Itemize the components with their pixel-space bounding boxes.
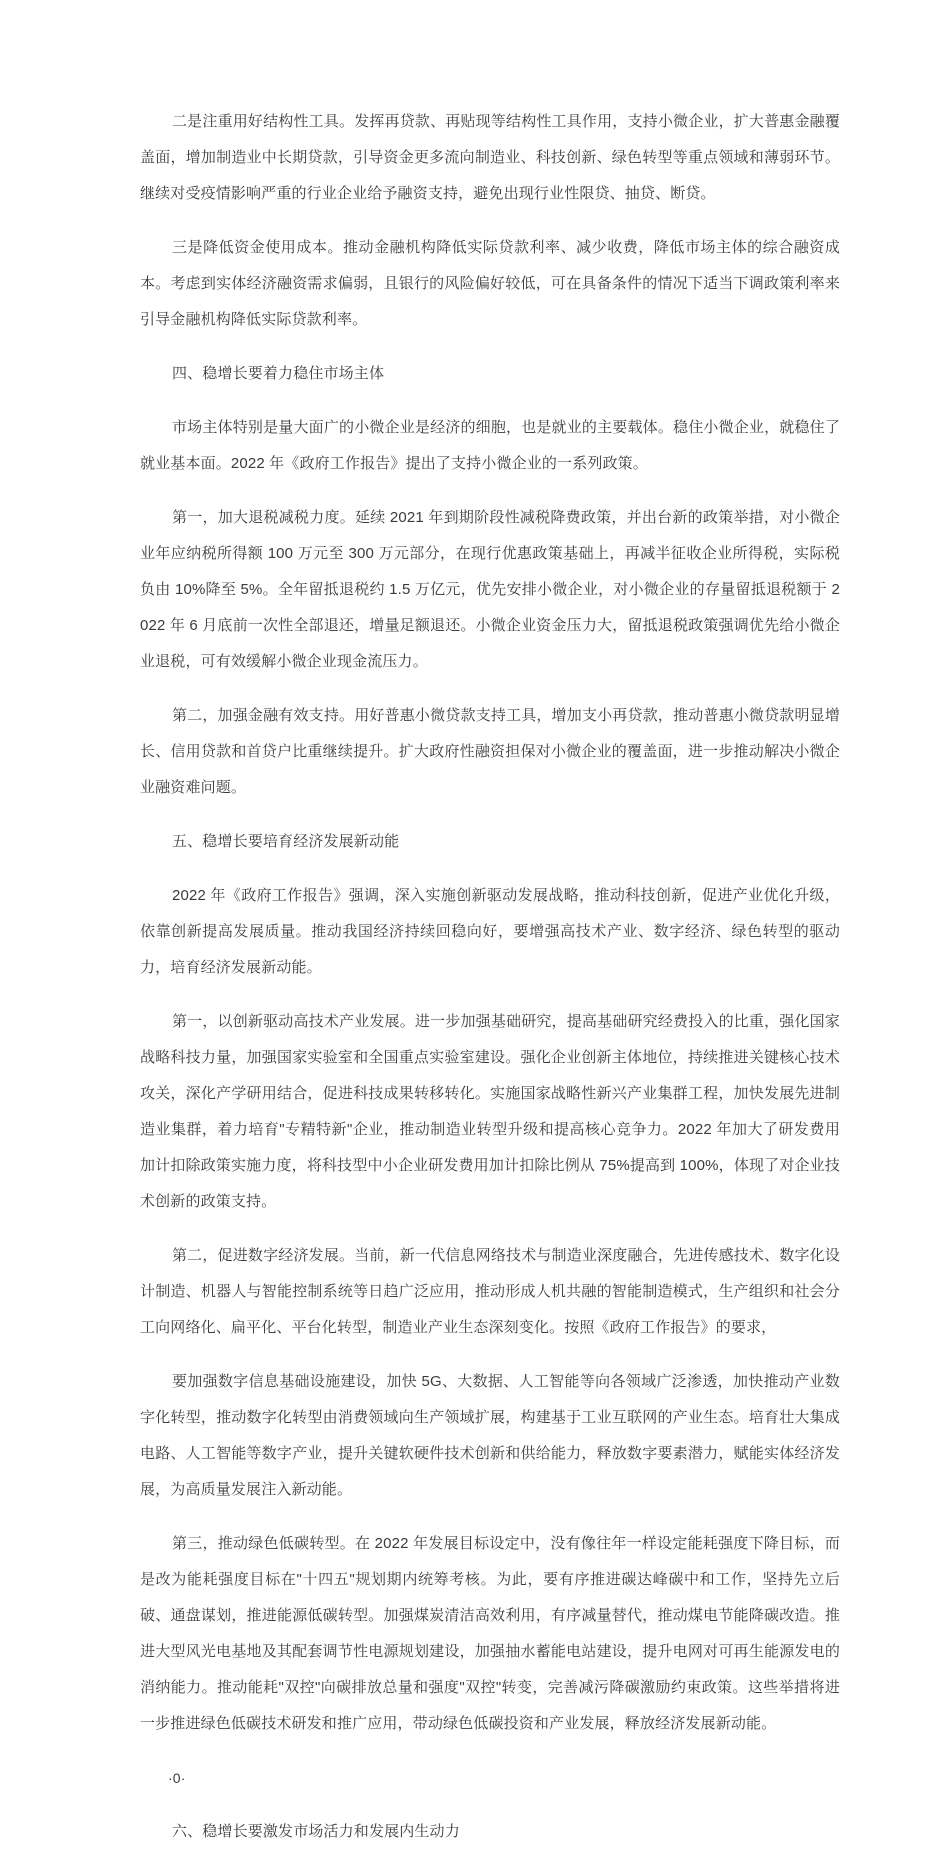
document-text-body [140,104,840,1850]
section-heading-six: 六、稳增长要激发市场活力和发展内生动力 [172,1823,460,1840]
page-number-marker: ·0· [168,1770,186,1786]
paragraph-market-entities-intro: 市场主体特别是量大面广的小微企业是经济的细胞，也是就业的主要载体。稳住小微企业，就稳住了就业基本面。2022 年《政府工作报告》提出了支持小微企业的一系列政策。 [140,419,840,472]
paragraph-digital-infrastructure: 要加强数字信息基础设施建设，加快 5G、大数据、人工智能等向各领域广泛渗透，加快推动产业数字化转型，推动数字化转型由消费领域向生产领域扩展，构建基于工业互联网的产业生态。培育壮大集成电路、人工智能等数字产业，提升关键软硬件技术创新和供给能力，释放数字要素潜力，赋能实体经济发展，为高质量发展注入新动能。 [140,1373,840,1498]
paragraph-structural-tools: 二是注重用好结构性工具。发挥再贷款、再贴现等结构性工具作用，支持小微企业，扩大普惠金融覆盖面，增加制造业中长期贷款，引导资金更多流向制造业、科技创新、绿色转型等重点领域和薄弱环节。继续对受疫情影响严重的行业企业给予融资支持，避免出现行业性限贷、抽贷、断贷。 [140,113,840,202]
paragraph-tax-refund-measures: 第一，加大退税减税力度。延续 2021 年到期阶段性减税降费政策，并出台新的政策举措，对小微企业年应纳税所得额 100 万元至 300 万元部分，在现行优惠政策基础上，再减半征收企业所得税，实际税负由 10%降至 5%。全年留抵退税约 1.5 万亿元，优先安排小微企业，对小微企业的存量留抵退税额于 2022 年 6 月底前一次性全部退还，增量足额退还。小微企业资金压力大，留抵退税政策强调优先给小微企业退税，可有效缓解小微企业现金流压力。 [140,509,840,670]
paragraph-financial-support: 第二，加强金融有效支持。用好普惠小微贷款支持工具，增加支小再贷款，推动普惠小微贷款明显增长、信用贷款和首贷户比重继续提升。扩大政府性融资担保对小微企业的覆盖面，进一步推动解决小微企业融资难问题。 [140,707,840,796]
paragraph-hightech-industry-development: 第一，以创新驱动高技术产业发展。进一步加强基础研究，提高基础研究经费投入的比重，强化国家战略科技力量，加强国家实验室和全国重点实验室建设。强化企业创新主体地位，持续推进关键核心技术攻关，深化产学研用结合，促进科技成果转移转化。实施国家战略性新兴产业集群工程，加快发展先进制造业集群，着力培育"专精特新"企业，推动制造业转型升级和提高核心竞争力。2022 年加大了研发费用加计扣除政策实施力度，将科技型中小企业研发费用加计扣除比例从 75%提高到 100%，体现了对企业技术创新的政策支持。 [140,1013,840,1210]
section-heading-four: 四、稳增长要着力稳住市场主体 [172,365,385,382]
paragraph-innovation-driven-strategy: 2022 年《政府工作报告》强调，深入实施创新驱动发展战略，推动科技创新，促进产业优化升级，依靠创新提高发展质量。推动我国经济持续回稳向好，要增强高技术产业、数字经济、绿色转型的驱动力，培育经济发展新动能。 [140,887,840,976]
paragraph-green-low-carbon: 第三，推动绿色低碳转型。在 2022 年发展目标设定中，没有像往年一样设定能耗强度下降目标，而是改为能耗强度目标在"十四五"规划期内统筹考核。为此，要有序推进碳达峰碳中和工作，坚持先立后破、通盘谋划，推进能源低碳转型。加强煤炭清洁高效利用，有序减量替代，推动煤电节能降碳改造。推进大型风光电基地及其配套调节性电源规划建设，加强抽水蓄能电站建设，提升电网对可再生能源发电的消纳能力。推动能耗"双控"向碳排放总量和强度"双控"转变，完善减污降碳激励约束政策。这些举措将进一步推进绿色低碳技术研发和推广应用，带动绿色低碳投资和产业发展，释放经济发展新动能。 [140,1535,840,1732]
section-heading-five: 五、稳增长要培育经济发展新动能 [172,833,400,850]
paragraph-digital-economy: 第二，促进数字经济发展。当前，新一代信息网络技术与制造业深度融合，先进传感技术、数字化设计制造、机器人与智能控制系统等日趋广泛应用，推动形成人机共融的智能制造模式，生产组织和社会分工向网络化、扁平化、平台化转型，制造业产业生态深刻变化。按照《政府工作报告》的要求， [140,1247,840,1336]
paragraph-lower-funding-cost: 三是降低资金使用成本。推动金融机构降低实际贷款利率、减少收费，降低市场主体的综合融资成本。考虑到实体经济融资需求偏弱，且银行的风险偏好较低，可在具备条件的情况下适当下调政策利率来引导金融机构降低实际贷款利率。 [140,239,840,328]
